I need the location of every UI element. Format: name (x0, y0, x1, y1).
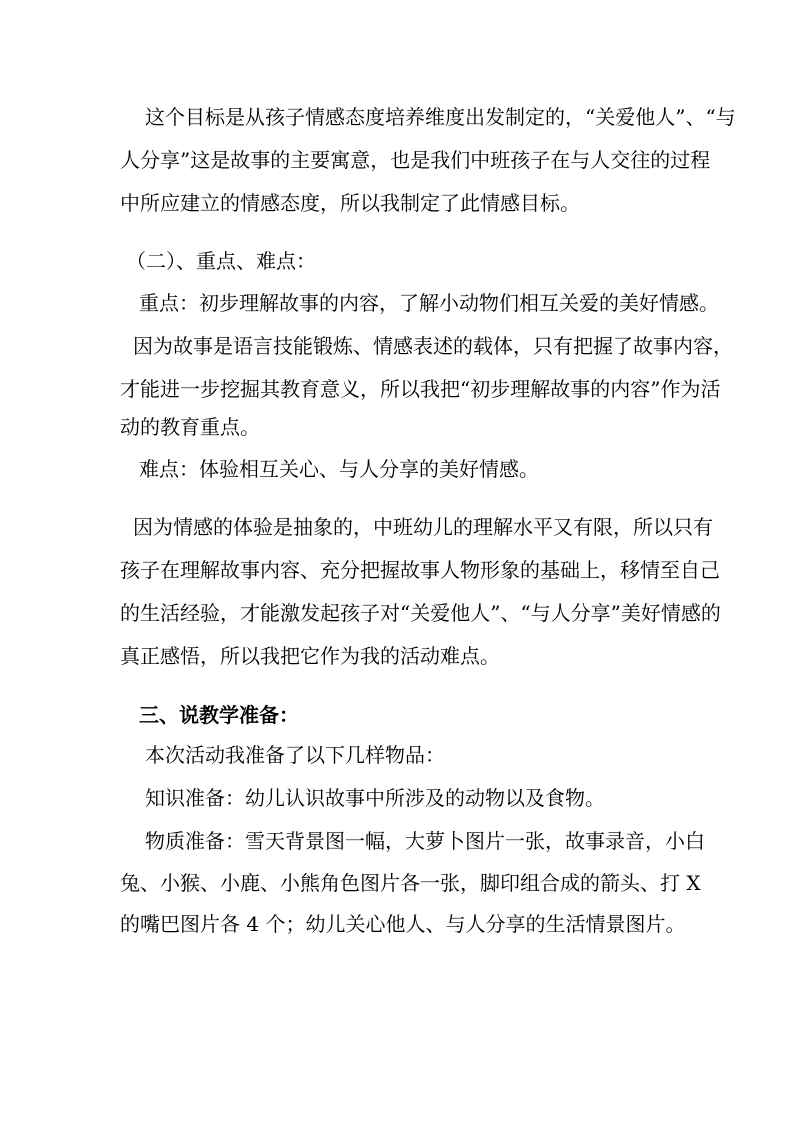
para2-line-2: 才能进一步挖掘其教育意义，所以我把“初步理解故事的内容”作为活 (120, 377, 721, 401)
section3-heading: 三、说教学准备： (139, 703, 299, 727)
material-prep-line-3: 的嘴巴图片各 4 个；幼儿关心他人、与人分享的生活情景图片。 (120, 912, 686, 936)
section2-heading: （二）、重点、难点： (126, 249, 316, 273)
para1-line-3: 中所应建立的情感态度，所以我制定了此情感目标。 (120, 191, 580, 215)
para3-line-4: 真正感悟，所以我把它作为我的活动难点。 (120, 644, 500, 668)
para3-line-3: 的生活经验，才能激发起孩子对“关爱他人”、“与人分享”美好情感的 (120, 601, 721, 625)
para1-line-1: 这个目标是从孩子情感态度培养维度出发制定的，“关爱他人”、“与 (145, 105, 736, 129)
knowledge-prep: 知识准备：幼儿认识故事中所涉及的动物以及食物。 (145, 786, 605, 810)
material-prep-line-2: 兔、小猴、小鹿、小熊角色图片各一张，脚印组合成的箭头、打 X (120, 871, 701, 895)
para2-line-3: 动的教育重点。 (120, 415, 260, 439)
para3-line-1: 因为情感的体验是抽象的，中班幼儿的理解水平又有限，所以只有 (133, 515, 713, 539)
para3-line-2: 孩子在理解故事内容、充分把握故事人物形象的基础上，移情至自己 (120, 558, 720, 582)
difficult-point: 难点：体验相互关心、与人分享的美好情感。 (139, 457, 539, 481)
material-prep-line-1: 物质准备：雪天背景图一幅，大萝卜图片一张，故事录音，小白 (145, 829, 705, 853)
key-point: 重点：初步理解故事的内容，了解小动物们相互关爱的美好情感。 (139, 291, 719, 315)
para1-line-2: 人分享”这是故事的主要寓意，也是我们中班孩子在与人交往的过程 (120, 148, 711, 172)
para2-line-1: 因为故事是语言技能锻炼、情感表述的载体，只有把握了故事内容， (133, 334, 733, 358)
prep-intro: 本次活动我准备了以下几样物品： (145, 743, 445, 767)
